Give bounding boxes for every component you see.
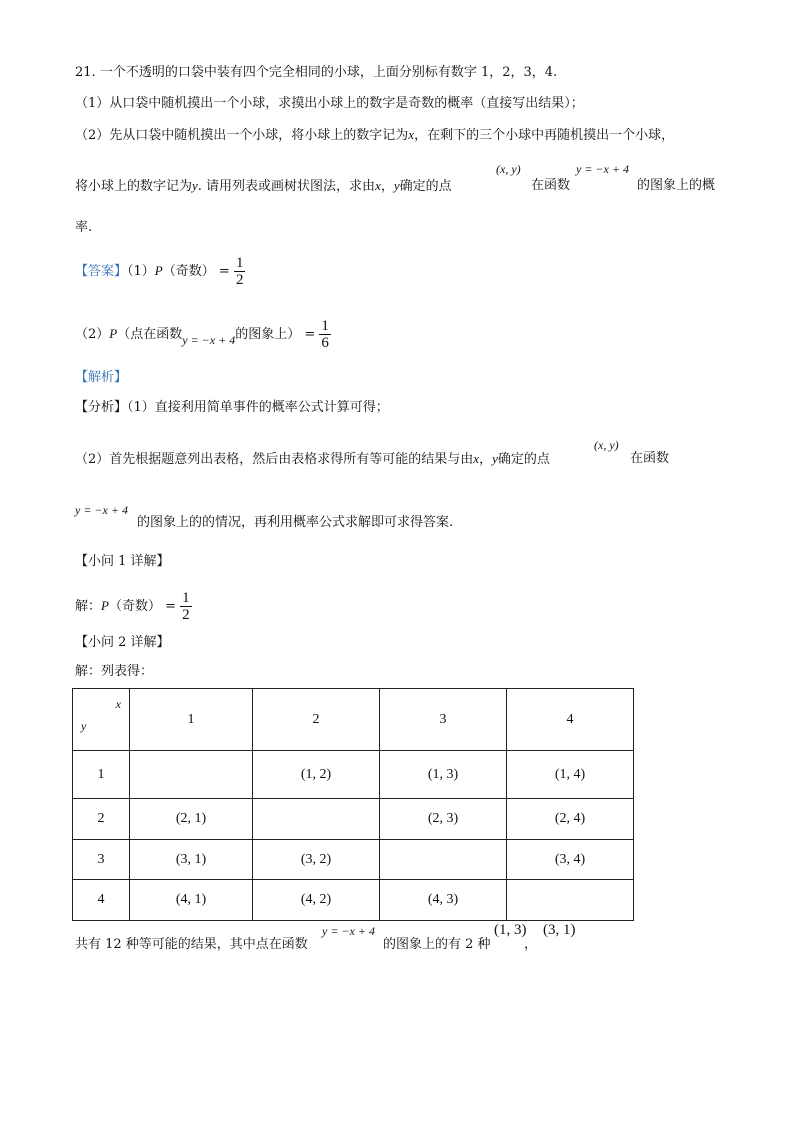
table-cell xyxy=(130,751,253,799)
col-header-3: 3 xyxy=(380,689,507,751)
answer-1-fraction: $\frac{1}{2}$ xyxy=(235,255,244,288)
solution-1-fraction: $\frac{1}{2}$ xyxy=(182,590,190,623)
row-header: 2 xyxy=(73,799,130,840)
row-header: 1 xyxy=(73,751,130,799)
sub-question-1-heading: 【小问 1 详解】 xyxy=(75,554,170,569)
col-header-4: 4 xyxy=(507,689,634,751)
table-cell: (4, 1) xyxy=(130,880,253,921)
table-row xyxy=(73,840,634,880)
conclusion-text: 共有 12 种等可能的结果，其中点在函数 xyxy=(75,937,308,952)
conclusion-function-expression: y = −x + 4 xyxy=(322,924,375,938)
analysis-part-1: 【分析】（1）直接利用简单事件的概率公式计算可得； xyxy=(75,400,389,415)
table-row xyxy=(73,799,634,840)
point-xy: (x, y) xyxy=(496,162,521,176)
table-cell: (3, 4) xyxy=(507,840,634,880)
table-corner-cell: x y xyxy=(73,689,130,751)
answer-2-fraction: $\frac{1}{6}$ xyxy=(321,318,329,351)
conclusion-point-2: (3, 1) xyxy=(543,922,576,938)
table-cell xyxy=(253,799,380,840)
function-expression: y = −x + 4 xyxy=(576,162,629,176)
conclusion-point-1: (1, 3) xyxy=(494,922,527,938)
question-part-1: （1）从口袋中随机摸出一个小球，求摸出小球上的数字是奇数的概率（直接写出结果）； xyxy=(75,96,584,111)
question-part-2-line-1: （2）先从口袋中随机摸出一个小球，将小球上的数字记为x，在剩下的三个小球中再随机摸出一个小球， xyxy=(75,127,675,143)
table-row xyxy=(73,751,634,799)
table-header-row xyxy=(73,689,634,751)
sub-question-1-solution: 解：P（奇数） = $\frac{1}{2}$ xyxy=(75,590,190,623)
table-row xyxy=(73,880,634,921)
analysis-in-function: 在函数 xyxy=(630,451,670,466)
analysis-part-2-line-1: （2）首先根据题意列出表格，然后由表格求得所有等可能的结果与由x，y确定的点 xyxy=(75,451,550,467)
col-header-1: 1 xyxy=(130,689,253,751)
answer-part-2: （2）P（点在函数y = −x + 4的图象上） = $\frac{1}{6}$ xyxy=(75,318,329,351)
question-part-2-line-3: 率. xyxy=(75,220,93,235)
table-cell xyxy=(380,840,507,880)
conclusion-count: 的图象上的有 2 种 xyxy=(383,937,491,952)
col-header-2: 2 xyxy=(253,689,380,751)
sub-question-2-heading: 【小问 2 详解】 xyxy=(75,635,170,650)
sub-question-2-intro: 解：列表得： xyxy=(75,664,154,679)
analysis-part-2-line-2: 的图象上的的情况，再利用概率公式求解即可求得答案. xyxy=(137,515,454,530)
in-function-label: 在函数 xyxy=(531,178,571,193)
analysis-point-xy: (x, y) xyxy=(594,438,619,452)
question-part-2-line-2: 将小球上的数字记为y. 请用列表或画树状图法，求由x，y确定的点 xyxy=(75,178,452,194)
table-cell: (2, 1) xyxy=(130,799,253,840)
table-cell: (4, 2) xyxy=(253,880,380,921)
question-part-2-tail: 的图象上的概 xyxy=(637,178,716,193)
conclusion-separator: ， xyxy=(524,937,538,952)
row-header: 3 xyxy=(73,840,130,880)
analysis-tag: 【解析】 xyxy=(75,370,128,385)
table-cell: (4, 3) xyxy=(380,880,507,921)
table-cell: (1, 4) xyxy=(507,751,634,799)
answer-tag: 【答案】 xyxy=(75,264,128,279)
table-cell: (2, 4) xyxy=(507,799,634,840)
table-cell: (2, 3) xyxy=(380,799,507,840)
outcome-table xyxy=(72,688,634,921)
table-cell: (3, 1) xyxy=(130,840,253,880)
question-stem: 21. 一个不透明的口袋中装有四个完全相同的小球，上面分别标有数字 1，2，3，4. xyxy=(75,65,558,80)
table-cell: (1, 3) xyxy=(380,751,507,799)
row-header: 4 xyxy=(73,880,130,921)
table-cell: (1, 2) xyxy=(253,751,380,799)
answer-part-1: 【答案】（1）P（奇数） = $\frac{1}{2}$ xyxy=(75,255,244,288)
analysis-function-expression: y = −x + 4 xyxy=(75,503,128,517)
table-cell xyxy=(507,880,634,921)
table-cell: (3, 2) xyxy=(253,840,380,880)
